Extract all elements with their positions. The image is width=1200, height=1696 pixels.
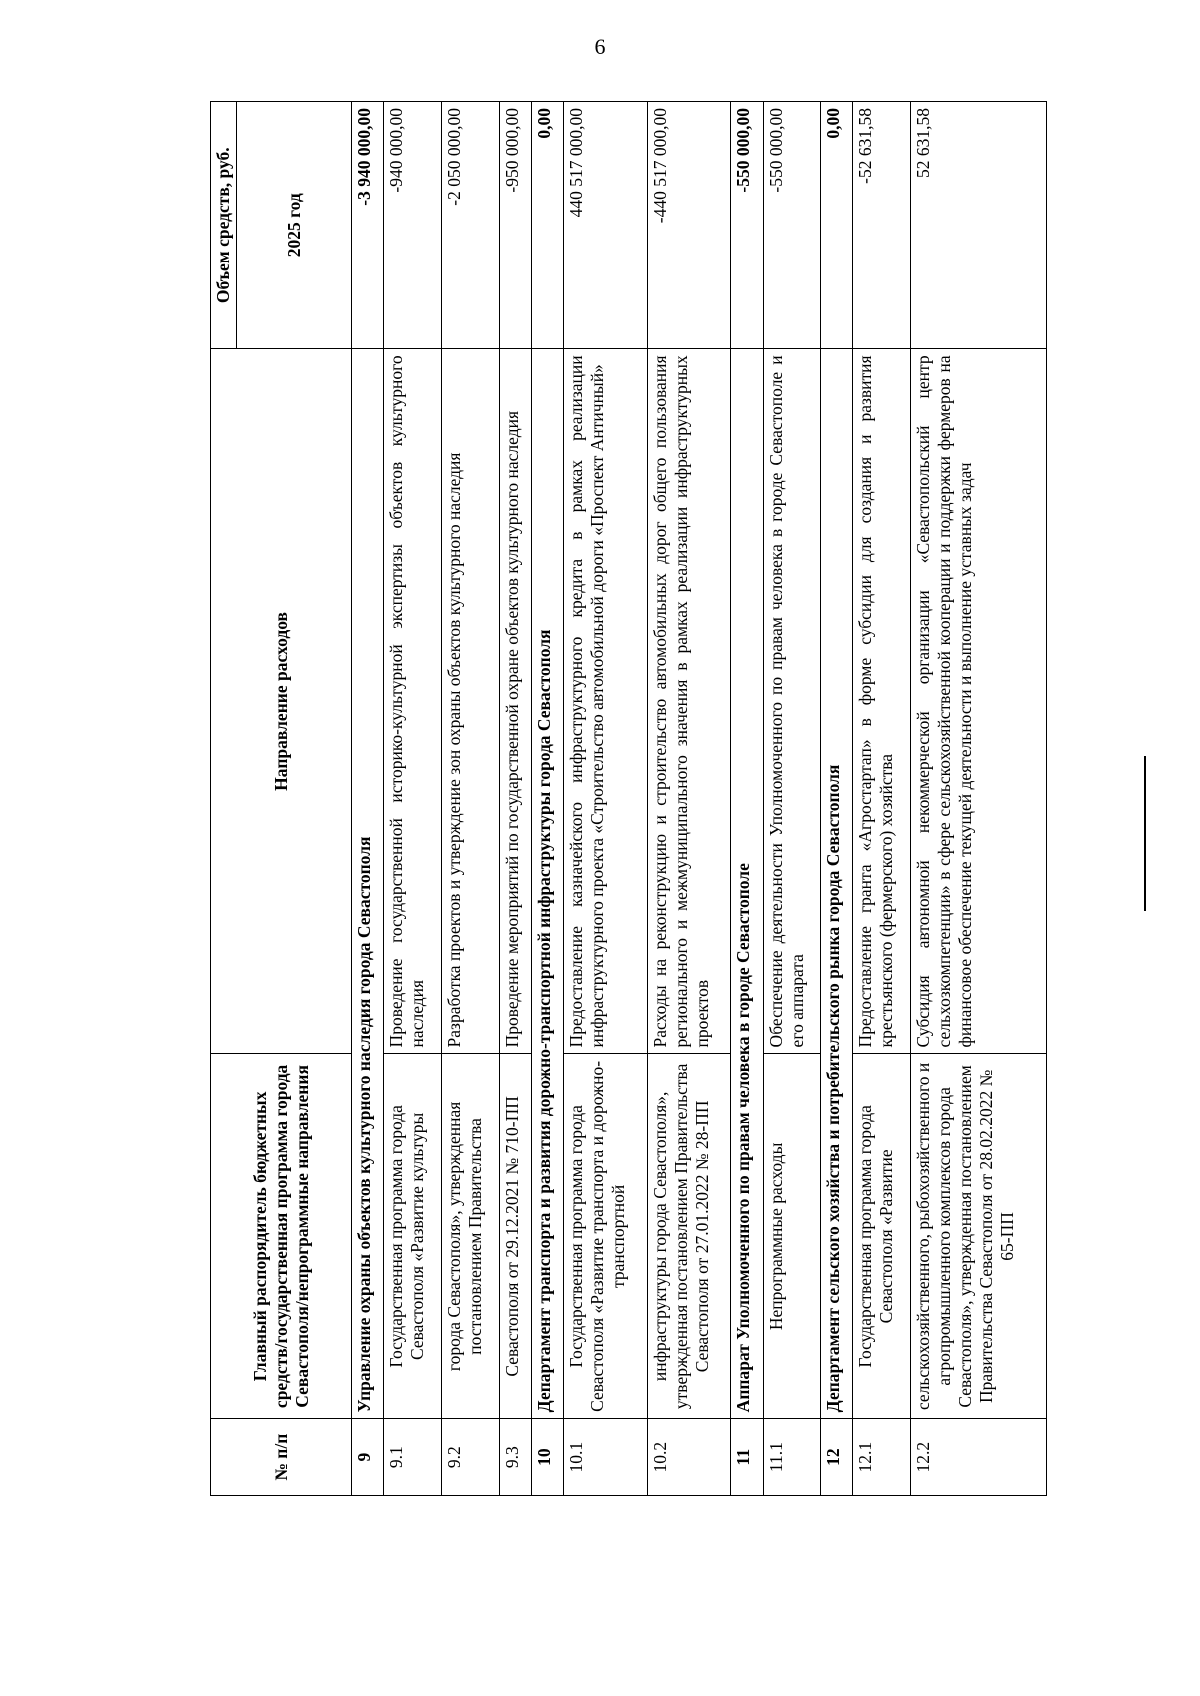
group-title: Аппарат Уполномоченного по правам человека в городе Севастополе	[731, 349, 763, 1419]
group-number: 9	[352, 1419, 384, 1496]
row-sum: -2 050 000,00	[441, 102, 499, 349]
group-number: 12	[821, 1419, 853, 1496]
row-number: 9.1	[384, 1419, 442, 1496]
table-row	[853, 102, 911, 1496]
row-sum: -950 000,00	[499, 102, 531, 349]
row-number: 9.3	[499, 1419, 531, 1496]
row-sum: -440 517 000,00	[647, 102, 731, 349]
row-distributor: Непрограммные расходы	[763, 1054, 821, 1419]
header-year: 2025 год	[237, 102, 352, 349]
row-number: 10.1	[563, 1419, 647, 1496]
row-sum: -52 631,58	[853, 102, 911, 349]
group-title: Департамент транспорта и развития дорожно-транспортной инфраструктуры города Севастополя	[531, 349, 563, 1419]
table-row	[647, 102, 731, 1496]
group-title: Департамент сельского хозяйства и потребительского рынка города Севастополя	[821, 349, 853, 1419]
group-number: 11	[731, 1419, 763, 1496]
group-row	[731, 102, 763, 1496]
row-distributor: инфраструктуры города Севастополя», утвержденная постановлением Правительства Севастополя от 27.01.2022 № 28-ПП	[647, 1054, 731, 1419]
row-direction: Субсидия автономной некоммерческой организации «Севастопольский центр сельхозкомпетенции» в сфере сельскохозяйственной кооперации и поддержки фермеров на финансовое обеспечение текущей деятельности и выполнение уставных задач	[911, 349, 1047, 1054]
row-distributor: Государственная программа города Севастополя «Развитие культуры	[384, 1054, 442, 1419]
row-distributor: сельскохозяйственного, рыбохозяйственного и агропромышленного комплексов города Севастополя», утвержденная постановлением Правительства Севастополя от 28.02.2022 № 65-ПП	[911, 1054, 1047, 1419]
row-direction: Разработка проектов и утверждение зон охраны объектов культурного наследия	[441, 349, 499, 1054]
row-distributor: Государственная программа города Севастополя «Развитие транспорта и дорожно-транспортной	[563, 1054, 647, 1419]
separator-line	[1144, 756, 1146, 911]
table-row	[384, 102, 442, 1496]
row-number: 9.2	[441, 1419, 499, 1496]
group-row	[821, 102, 853, 1496]
group-total: 0,00	[531, 102, 563, 349]
table-row	[499, 102, 531, 1496]
group-row	[352, 102, 384, 1496]
header-num: № п/п	[211, 1419, 352, 1496]
rotated-table-wrapper	[210, 101, 1047, 1496]
row-distributor: Севастополя от 29.12.2021 № 710-ПП	[499, 1054, 531, 1419]
table-row	[441, 102, 499, 1496]
group-total: -3 940 000,00	[352, 102, 384, 349]
row-direction: Предоставление казначейского инфраструктурного кредита в рамках реализации инфраструктурного проекта «Строительство автомобильной дороги «Проспект Античный»	[563, 349, 647, 1054]
row-sum: -940 000,00	[384, 102, 442, 349]
row-direction: Обеспечение деятельности Уполномоченного по правам человека в городе Севастополе и его аппарата	[763, 349, 821, 1054]
row-sum: 440 517 000,00	[563, 102, 647, 349]
row-number: 12.1	[853, 1419, 911, 1496]
group-number: 10	[531, 1419, 563, 1496]
group-total: -550 000,00	[731, 102, 763, 349]
table-row	[763, 102, 821, 1496]
row-distributor: Государственная программа города Севастополя «Развитие	[853, 1054, 911, 1419]
header-volume: Объем средств, руб.	[211, 102, 237, 349]
header-distributor: Главный распорядитель бюджетных средств/государственная программа города Севастополя/непрограммные направления	[211, 1054, 352, 1419]
row-sum: 52 631,58	[911, 102, 1047, 349]
table-row	[563, 102, 647, 1496]
row-direction: Проведение государственной историко-культурной экспертизы объектов культурного наследия	[384, 349, 442, 1054]
expenditure-table	[210, 101, 1047, 1496]
row-direction: Проведение мероприятий по государственной охране объектов культурного наследия	[499, 349, 531, 1054]
row-sum: -550 000,00	[763, 102, 821, 349]
row-direction: Предоставление гранта «Агростартап» в форме субсидии для создания и развития крестьянского (фермерского) хозяйства	[853, 349, 911, 1054]
group-title: Управление охраны объектов культурного наследия города Севастополя	[352, 349, 384, 1419]
row-number: 12.2	[911, 1419, 1047, 1496]
row-number: 11.1	[763, 1419, 821, 1496]
row-distributor: города Севастополя», утвержденная постановлением Правительства	[441, 1054, 499, 1419]
table-row	[911, 102, 1047, 1496]
group-row	[531, 102, 563, 1496]
row-number: 10.2	[647, 1419, 731, 1496]
page-number: 6	[594, 34, 606, 59]
group-total: 0,00	[821, 102, 853, 349]
row-direction: Расходы на реконструкцию и строительство автомобильных дорог общего пользования регионального и межмуниципального значения в рамках реализации инфраструктурных проектов	[647, 349, 731, 1054]
header-direction: Направление расходов	[211, 349, 352, 1054]
